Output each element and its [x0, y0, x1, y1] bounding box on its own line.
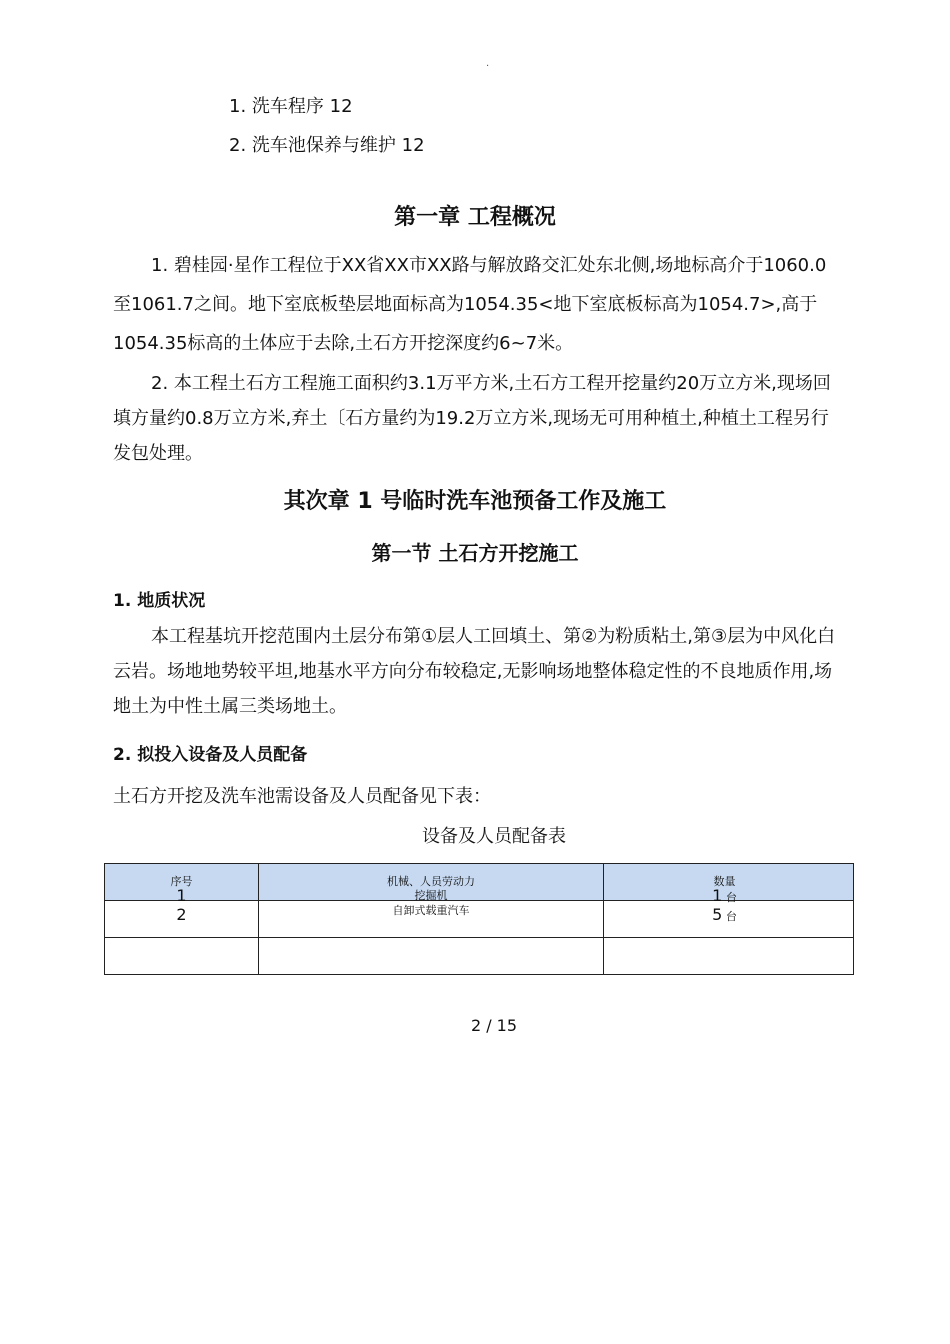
chapter1-title: 第一章 工程概况 [394, 205, 556, 230]
equipment-table [104, 863, 854, 975]
page-number: 2 / 15 [470, 1016, 518, 1035]
table-cell [604, 901, 854, 938]
table-cell [259, 938, 604, 975]
table-cell [105, 938, 259, 975]
section1-title: 第一节 土石方开挖施工 [371, 541, 579, 565]
table-caption: 设备及人员配备表 [422, 826, 566, 847]
geology-heading: 1. 地质状况 [113, 591, 206, 611]
equipment-heading: 2. 拟投入设备及人员配备 [113, 745, 308, 765]
table-header-cell [604, 864, 854, 905]
geology-paragraph: 本工程基坑开挖范围内土层分布第①层人工回填土、第②为粉质粘土,第③层为中风化白云岩。场地地势较平坦,地基水平方向分布较稳定,无影响场地整体稳定性的不良地质作用,场地土为中性土属三类场地土。 [113, 626, 836, 717]
header-item: 机械、人员劳动力 [387, 875, 475, 888]
chapter2-title: 其次章 1 号临时洗车池预备工作及施工 [283, 489, 667, 514]
table-row-empty [105, 938, 854, 975]
row1-qty: 1 [712, 886, 723, 905]
table-cell [105, 901, 259, 938]
table-cell [604, 938, 854, 975]
table-header-cell [259, 864, 604, 901]
toc-item-2[interactable]: 2. 洗车池保养与维护 12 [229, 135, 425, 156]
row2-qty: 5 [712, 905, 723, 924]
header-qty: 数量 [713, 875, 736, 888]
header-mark: . [486, 58, 490, 69]
table-header-row [105, 864, 854, 901]
row2-no: 2 [176, 905, 187, 924]
table-cell [259, 901, 604, 938]
row1-unit: 台 [725, 891, 737, 904]
equipment-intro: 土石方开挖及洗车池需设备及人员配备见下表： [113, 786, 491, 807]
table-header-cell [105, 864, 259, 905]
chapter1-paragraph-1: 1. 碧桂园·星作工程位于XX省XX市XX路与解放路交汇处东北侧,场地标高介于1060.0至1061.7之间。地下室底板垫层地面标高为1054.35<地下室底板标高为1054.7>,高于1054.35标高的土体应于去除,土石方开挖深度约6~7米。 [113, 255, 827, 354]
row1-item: 挖掘机 [414, 889, 448, 902]
header-no: 序号 [170, 875, 193, 888]
toc-item-1[interactable]: 1. 洗车程序 12 [229, 96, 353, 117]
table-row [105, 901, 854, 938]
chapter1-paragraph-2: 2. 本工程土石方工程施工面积约3.1万平方米,土石方工程开挖量约20万立方米,现场回填方量约0.8万立方米,弃土〔石方量约为19.2万立方米,现场无可用种植土,种植土工程另行发包处理。 [113, 373, 831, 464]
row2-item: 自卸式载重汽车 [392, 904, 470, 917]
row1-no: 1 [176, 886, 187, 905]
row2-unit: 台 [725, 910, 737, 923]
